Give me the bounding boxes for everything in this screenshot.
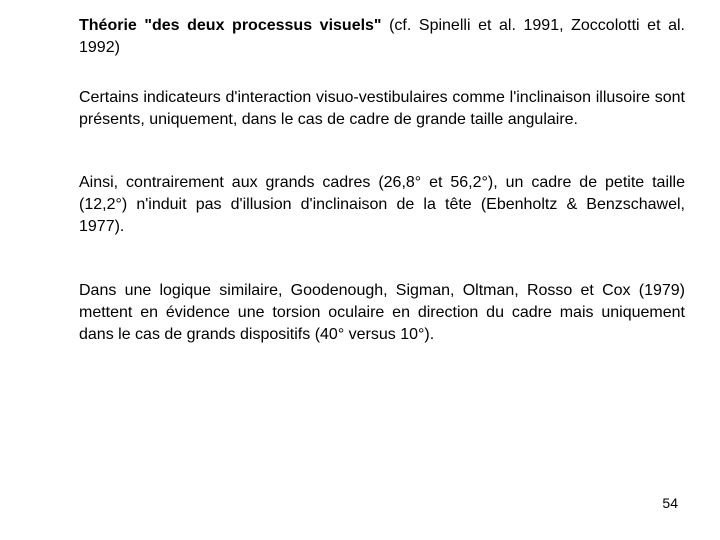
paragraph-theory-heading <box>79 15 685 59</box>
page-number: 54 <box>662 495 678 511</box>
paragraph-visuo-vestibular: Certains indicateurs d'interaction visuo-vestibulaires comme l'inclinaison illusoire sont présents, uniquement, dans le cas de cadre de grande taille angulaire. <box>79 89 685 128</box>
theory-citation: (cf. Spinelli et al. 1991, Zoccolotti et al. 1992) <box>79 17 685 56</box>
theory-title: Théorie "des deux processus visuels" <box>79 17 382 34</box>
paragraph-frame-size: Ainsi, contrairement aux grands cadres (26,8° et 56,2°), un cadre de petite taille (12,2°) n'induit pas d'illusion d'inclinaison de la tête (Ebenholtz & Benzschawel, 1977). <box>79 174 685 235</box>
paragraph-ocular-torsion: Dans une logique similaire, Goodenough, Sigman, Oltman, Rosso et Cox (1979) mettent en évidence une torsion oculaire en direction du cadre mais uniquement dans le cas de grands dispositifs (40° versus 10°). <box>79 282 685 343</box>
